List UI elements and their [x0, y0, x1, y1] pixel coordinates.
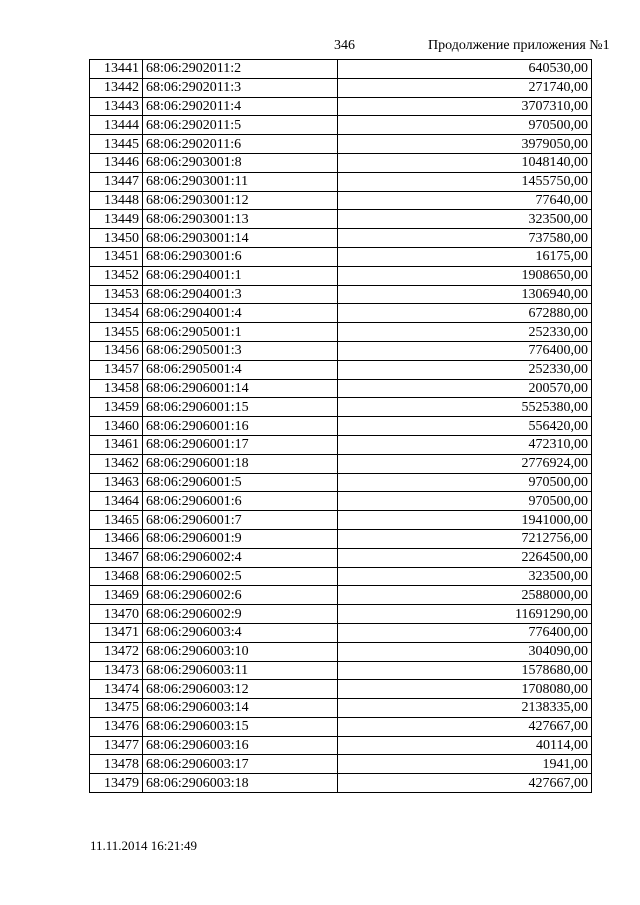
cadastral-value-cell: 970500,00 — [338, 492, 592, 511]
cadastral-value-cell: 737580,00 — [338, 229, 592, 248]
table-row — [90, 266, 592, 285]
table-row — [90, 135, 592, 154]
cadastral-value-cell: 970500,00 — [338, 116, 592, 135]
cadastral-number-cell: 68:06:2904001:1 — [143, 266, 338, 285]
cadastral-number-cell: 68:06:2906003:16 — [143, 736, 338, 755]
page-caption: Продолжение приложения №1 — [428, 38, 610, 53]
row-number-cell: 13448 — [90, 191, 143, 210]
table-row — [90, 379, 592, 398]
table-row — [90, 229, 592, 248]
row-number-cell: 13461 — [90, 435, 143, 454]
table-row — [90, 435, 592, 454]
cadastral-number-cell: 68:06:2906003:15 — [143, 717, 338, 736]
row-number-cell: 13476 — [90, 717, 143, 736]
row-number-cell: 13462 — [90, 454, 143, 473]
table-row — [90, 360, 592, 379]
cadastral-value-cell: 16175,00 — [338, 247, 592, 266]
row-number-cell: 13457 — [90, 360, 143, 379]
table-row — [90, 548, 592, 567]
cadastral-value-cell: 472310,00 — [338, 435, 592, 454]
row-number-cell: 13455 — [90, 323, 143, 342]
row-number-cell: 13468 — [90, 567, 143, 586]
cadastral-value-cell: 1708080,00 — [338, 680, 592, 699]
cadastral-value-cell: 323500,00 — [338, 567, 592, 586]
cadastral-value-cell: 1941000,00 — [338, 511, 592, 530]
table-row — [90, 605, 592, 624]
cadastral-value-cell: 1455750,00 — [338, 172, 592, 191]
table-row — [90, 567, 592, 586]
row-number-cell: 13456 — [90, 341, 143, 360]
row-number-cell: 13445 — [90, 135, 143, 154]
cadastral-value-cell: 2264500,00 — [338, 548, 592, 567]
table-row — [90, 191, 592, 210]
cadastral-value-cell: 252330,00 — [338, 360, 592, 379]
cadastral-number-cell: 68:06:2906001:17 — [143, 435, 338, 454]
cadastral-value-cell: 200570,00 — [338, 379, 592, 398]
cadastral-value-cell: 1908650,00 — [338, 266, 592, 285]
row-number-cell: 13479 — [90, 774, 143, 793]
cadastral-number-cell: 68:06:2903001:6 — [143, 247, 338, 266]
row-number-cell: 13451 — [90, 247, 143, 266]
cadastral-number-cell: 68:06:2906002:4 — [143, 548, 338, 567]
row-number-cell: 13446 — [90, 153, 143, 172]
cadastral-number-cell: 68:06:2906002:9 — [143, 605, 338, 624]
row-number-cell: 13470 — [90, 605, 143, 624]
row-number-cell: 13453 — [90, 285, 143, 304]
cadastral-value-cell: 2776924,00 — [338, 454, 592, 473]
row-number-cell: 13465 — [90, 511, 143, 530]
cadastral-value-cell: 3707310,00 — [338, 97, 592, 116]
cadastral-value-cell: 252330,00 — [338, 323, 592, 342]
cadastral-value-cell: 1578680,00 — [338, 661, 592, 680]
table-row — [90, 304, 592, 323]
table-row — [90, 172, 592, 191]
cadastral-number-cell: 68:06:2906003:4 — [143, 623, 338, 642]
table-row — [90, 341, 592, 360]
cadastral-value-cell: 640530,00 — [338, 60, 592, 79]
cadastral-number-cell: 68:06:2906002:5 — [143, 567, 338, 586]
row-number-cell: 13454 — [90, 304, 143, 323]
cadastral-number-cell: 68:06:2903001:14 — [143, 229, 338, 248]
row-number-cell: 13466 — [90, 529, 143, 548]
table-row — [90, 323, 592, 342]
row-number-cell: 13477 — [90, 736, 143, 755]
cadastral-value-cell: 5525380,00 — [338, 398, 592, 417]
row-number-cell: 13473 — [90, 661, 143, 680]
row-number-cell: 13471 — [90, 623, 143, 642]
row-number-cell: 13452 — [90, 266, 143, 285]
cadastral-number-cell: 68:06:2902011:5 — [143, 116, 338, 135]
table-row — [90, 623, 592, 642]
row-number-cell: 13442 — [90, 78, 143, 97]
table-row — [90, 699, 592, 718]
table-row — [90, 529, 592, 548]
cadastral-number-cell: 68:06:2906001:16 — [143, 417, 338, 436]
row-number-cell: 13474 — [90, 680, 143, 699]
row-number-cell: 13443 — [90, 97, 143, 116]
table-row — [90, 661, 592, 680]
cadastral-value-cell: 323500,00 — [338, 210, 592, 229]
table-row — [90, 60, 592, 79]
cadastral-number-cell: 68:06:2902011:2 — [143, 60, 338, 79]
cadastral-value-cell: 1306940,00 — [338, 285, 592, 304]
cadastral-number-cell: 68:06:2906003:14 — [143, 699, 338, 718]
cadastral-number-cell: 68:06:2906001:9 — [143, 529, 338, 548]
cadastral-number-cell: 68:06:2906001:7 — [143, 511, 338, 530]
cadastral-number-cell: 68:06:2904001:4 — [143, 304, 338, 323]
table-row — [90, 153, 592, 172]
table-row — [90, 285, 592, 304]
print-timestamp: 11.11.2014 16:21:49 — [90, 838, 198, 853]
row-number-cell: 13478 — [90, 755, 143, 774]
table-row — [90, 454, 592, 473]
table-row — [90, 116, 592, 135]
cadastral-number-cell: 68:06:2902011:6 — [143, 135, 338, 154]
cadastral-value-cell: 427667,00 — [338, 774, 592, 793]
cadastral-value-cell: 271740,00 — [338, 78, 592, 97]
row-number-cell: 13464 — [90, 492, 143, 511]
row-number-cell: 13459 — [90, 398, 143, 417]
row-number-cell: 13441 — [90, 60, 143, 79]
table-row — [90, 473, 592, 492]
cadastral-number-cell: 68:06:2903001:13 — [143, 210, 338, 229]
table-row — [90, 247, 592, 266]
cadastral-number-cell: 68:06:2905001:1 — [143, 323, 338, 342]
cadastral-number-cell: 68:06:2903001:8 — [143, 153, 338, 172]
cadastral-value-cell: 427667,00 — [338, 717, 592, 736]
table-row — [90, 755, 592, 774]
cadastral-number-cell: 68:06:2903001:12 — [143, 191, 338, 210]
table-row — [90, 642, 592, 661]
cadastral-value-cell: 2138335,00 — [338, 699, 592, 718]
table-row — [90, 398, 592, 417]
cadastral-value-cell: 2588000,00 — [338, 586, 592, 605]
cadastral-value-cell: 77640,00 — [338, 191, 592, 210]
row-number-cell: 13444 — [90, 116, 143, 135]
cadastral-number-cell: 68:06:2905001:4 — [143, 360, 338, 379]
cadastral-value-cell: 776400,00 — [338, 341, 592, 360]
cadastral-value-cell: 1941,00 — [338, 755, 592, 774]
row-number-cell: 13447 — [90, 172, 143, 191]
row-number-cell: 13450 — [90, 229, 143, 248]
row-number-cell: 13458 — [90, 379, 143, 398]
cadastral-number-cell: 68:06:2902011:3 — [143, 78, 338, 97]
cadastral-value-cell: 40114,00 — [338, 736, 592, 755]
cadastral-number-cell: 68:06:2906003:12 — [143, 680, 338, 699]
table-row — [90, 492, 592, 511]
table-row — [90, 417, 592, 436]
table-row — [90, 511, 592, 530]
cadastral-value-cell: 304090,00 — [338, 642, 592, 661]
cadastral-value-cell: 970500,00 — [338, 473, 592, 492]
cadastral-number-cell: 68:06:2904001:3 — [143, 285, 338, 304]
table-row — [90, 736, 592, 755]
table-row — [90, 680, 592, 699]
row-number-cell: 13469 — [90, 586, 143, 605]
table-row — [90, 78, 592, 97]
cadastral-number-cell: 68:06:2906003:18 — [143, 774, 338, 793]
cadastral-number-cell: 68:06:2906001:15 — [143, 398, 338, 417]
cadastral-value-table — [89, 59, 592, 793]
row-number-cell: 13472 — [90, 642, 143, 661]
cadastral-value-cell: 776400,00 — [338, 623, 592, 642]
cadastral-number-cell: 68:06:2906001:18 — [143, 454, 338, 473]
cadastral-number-cell: 68:06:2906003:17 — [143, 755, 338, 774]
page-number: 346 — [334, 38, 355, 53]
cadastral-value-cell: 3979050,00 — [338, 135, 592, 154]
cadastral-number-cell: 68:06:2905001:3 — [143, 341, 338, 360]
row-number-cell: 13460 — [90, 417, 143, 436]
cadastral-value-cell: 1048140,00 — [338, 153, 592, 172]
row-number-cell: 13475 — [90, 699, 143, 718]
cadastral-number-cell: 68:06:2906003:10 — [143, 642, 338, 661]
cadastral-value-cell: 672880,00 — [338, 304, 592, 323]
row-number-cell: 13467 — [90, 548, 143, 567]
cadastral-value-cell: 7212756,00 — [338, 529, 592, 548]
cadastral-number-cell: 68:06:2902011:4 — [143, 97, 338, 116]
cadastral-number-cell: 68:06:2906001:6 — [143, 492, 338, 511]
table-row — [90, 97, 592, 116]
cadastral-number-cell: 68:06:2906001:14 — [143, 379, 338, 398]
cadastral-number-cell: 68:06:2903001:11 — [143, 172, 338, 191]
table-row — [90, 586, 592, 605]
table-row — [90, 210, 592, 229]
cadastral-number-cell: 68:06:2906002:6 — [143, 586, 338, 605]
cadastral-value-cell: 556420,00 — [338, 417, 592, 436]
table-body — [90, 60, 592, 793]
cadastral-number-cell: 68:06:2906003:11 — [143, 661, 338, 680]
row-number-cell: 13449 — [90, 210, 143, 229]
row-number-cell: 13463 — [90, 473, 143, 492]
cadastral-number-cell: 68:06:2906001:5 — [143, 473, 338, 492]
cadastral-value-cell: 11691290,00 — [338, 605, 592, 624]
table-row — [90, 717, 592, 736]
table-row — [90, 774, 592, 793]
